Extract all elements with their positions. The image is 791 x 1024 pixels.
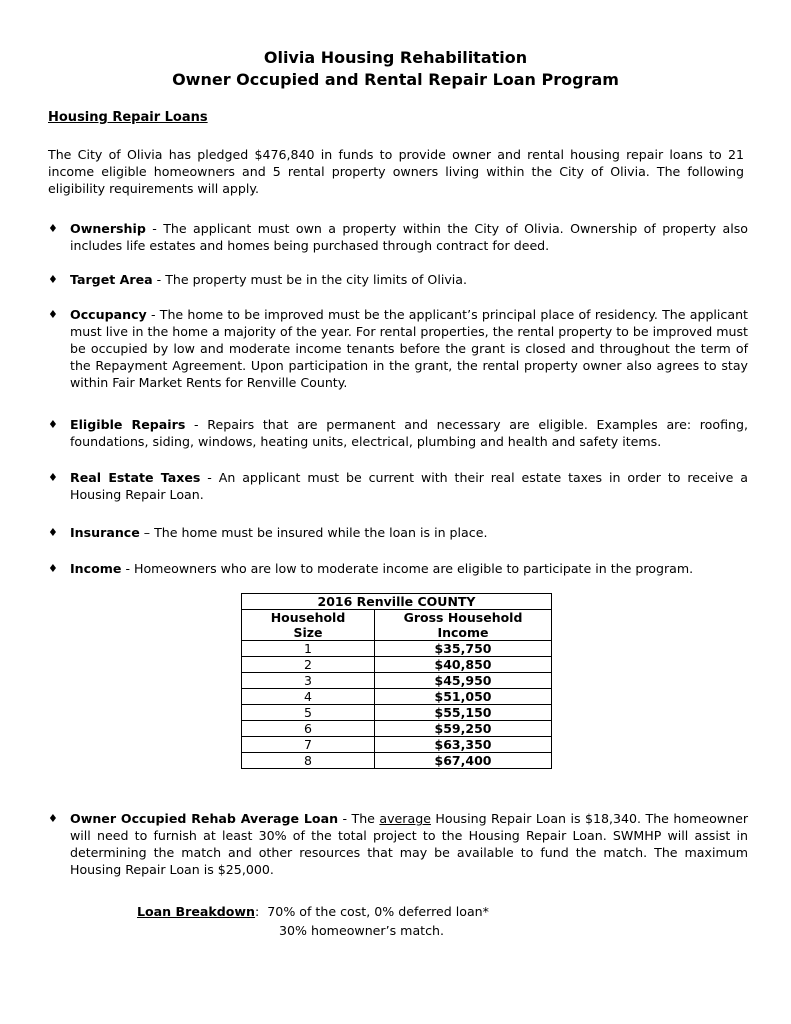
diamond-bullet-icon: ♦ xyxy=(48,526,58,539)
table-row xyxy=(242,753,552,769)
bullet-text: - The home to be improved must be the applicant’s principal place of residency. The applicant must live in the home a majority of the year. For rental properties, the rental property to be improved must be occupied by low and moderate income tenants before the grant is closed and throughout the term of the Repayment Agreement. Upon participation in the grant, the rental property owner also agrees to stay within Fair Market Rents for Renville County. xyxy=(70,307,748,390)
document-subtitle: Owner Occupied and Rental Repair Loan Program xyxy=(172,70,619,89)
loan-breakdown-line1: 70% of the cost, 0% deferred loan* xyxy=(259,904,489,919)
table-row xyxy=(242,673,552,689)
bullet-income xyxy=(48,560,748,577)
table-title-row xyxy=(242,594,552,610)
loan-breakdown-line2: 30% homeowner’s match. xyxy=(279,923,445,938)
bullet-average-loan xyxy=(48,810,748,878)
income-cell: $45,950 xyxy=(375,673,552,689)
bullet-text: - The applicant must own a property within the City of Olivia. Ownership of property also includes life estates and homes being purchased through contract for deed. xyxy=(70,221,748,253)
section-heading: Housing Repair Loans xyxy=(48,110,208,125)
loan-breakdown-colon: : xyxy=(255,904,260,919)
bullet-label: Occupancy xyxy=(70,307,147,322)
bullet-label: Income xyxy=(70,561,122,576)
bullet-text: - The property must be in the city limits of Olivia. xyxy=(152,272,467,287)
diamond-bullet-icon: ♦ xyxy=(48,308,58,321)
income-cell: $67,400 xyxy=(375,753,552,769)
table-row xyxy=(242,657,552,673)
bullet-occupancy xyxy=(48,306,748,391)
table-row xyxy=(242,689,552,705)
bullet-label: Real Estate Taxes xyxy=(70,470,201,485)
column-header-gross-income xyxy=(375,610,552,641)
household-size-cell: 5 xyxy=(242,705,375,721)
diamond-bullet-icon: ♦ xyxy=(48,273,58,286)
table-title: 2016 Renville COUNTY xyxy=(242,594,552,610)
household-size-cell: 6 xyxy=(242,721,375,737)
bullet-eligible-repairs xyxy=(48,416,748,450)
underlined-word: average xyxy=(379,811,431,826)
bullet-insurance xyxy=(48,524,748,541)
column-header-line: Size xyxy=(293,625,323,640)
document-title: Olivia Housing Rehabilitation xyxy=(263,48,528,67)
household-size-cell: 2 xyxy=(242,657,375,673)
income-cell: $55,150 xyxy=(375,705,552,721)
table-row xyxy=(242,737,552,753)
column-header-line: Income xyxy=(437,625,489,640)
bullet-label: Owner Occupied Rehab Average Loan xyxy=(70,811,339,826)
column-header-line: Household xyxy=(270,610,346,625)
diamond-bullet-icon: ♦ xyxy=(48,471,58,484)
bullet-text: - An applicant must be current with their real estate taxes in order to receive a Housing Repair Loan. xyxy=(70,470,748,502)
household-size-cell: 3 xyxy=(242,673,375,689)
income-cell: $59,250 xyxy=(375,721,552,737)
household-size-cell: 8 xyxy=(242,753,375,769)
table-row xyxy=(242,705,552,721)
bullet-text: - Repairs that are permanent and necessary are eligible. Examples are: roofing, foundations, siding, windows, heating units, electrical, plumbing and health and safety items. xyxy=(70,417,748,449)
household-size-cell: 7 xyxy=(242,737,375,753)
income-cell: $35,750 xyxy=(375,641,552,657)
bullet-text: Housing Repair Loan is $18,340. The homeowner will need to furnish at least 30% of the total project to the Housing Repair Loan. SWMHP will assist in determining the match and other resources that may be available to fund the match. The maximum Housing Repair Loan is $25,000. xyxy=(70,811,749,877)
intro-paragraph: The City of Olivia has pledged $476,840 in funds to provide owner and rental housing repair loans to 21 income eligible homeowners and 5 rental property owners living within the City of Olivia. The following eligibility requirements will apply. xyxy=(48,147,744,196)
diamond-bullet-icon: ♦ xyxy=(48,418,58,431)
household-size-cell: 1 xyxy=(242,641,375,657)
bullet-text: - Homeowners who are low to moderate income are eligible to participate in the program. xyxy=(121,561,694,576)
diamond-bullet-icon: ♦ xyxy=(48,812,58,825)
bullet-target-area xyxy=(48,271,748,288)
income-cell: $40,850 xyxy=(375,657,552,673)
table-row xyxy=(242,721,552,737)
diamond-bullet-icon: ♦ xyxy=(48,222,58,235)
bullet-label: Insurance xyxy=(70,525,140,540)
diamond-bullet-icon: ♦ xyxy=(48,562,58,575)
bullet-text: - The xyxy=(338,811,380,826)
bullet-real-estate-taxes xyxy=(48,469,748,503)
loan-breakdown xyxy=(137,902,489,940)
table-header-row xyxy=(242,610,552,641)
bullet-ownership xyxy=(48,220,748,254)
income-limits-table xyxy=(241,593,552,769)
table-row xyxy=(242,641,552,657)
bullet-text: – The home must be insured while the loan is in place. xyxy=(139,525,488,540)
bullet-label: Eligible Repairs xyxy=(70,417,186,432)
income-cell: $51,050 xyxy=(375,689,552,705)
column-header-line: Gross Household xyxy=(403,610,523,625)
bullet-label: Ownership xyxy=(70,221,146,236)
household-size-cell: 4 xyxy=(242,689,375,705)
column-header-household-size xyxy=(242,610,375,641)
loan-breakdown-label: Loan Breakdown xyxy=(137,904,256,919)
income-cell: $63,350 xyxy=(375,737,552,753)
bullet-label: Target Area xyxy=(70,272,153,287)
